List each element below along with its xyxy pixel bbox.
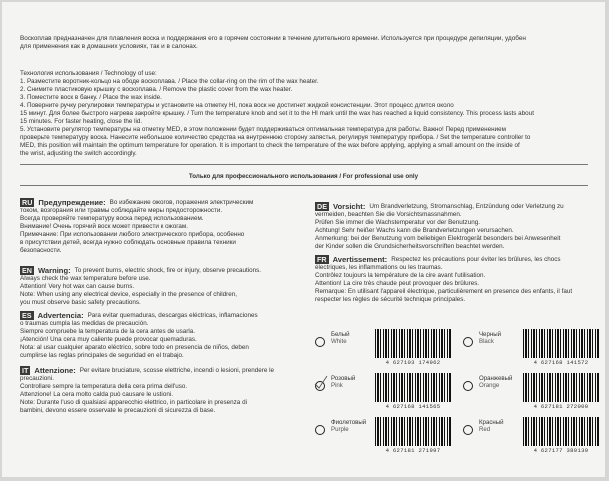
technology-line: 5. Установите регулятор температуры на отметку MED, в этом положении будет поддерживаться оптимальная температура для работы. Важно! Перед применением bbox=[20, 126, 506, 133]
lang-badge-en: EN bbox=[22, 266, 32, 275]
warning-line: Achtung! Sehr heißer Wachs kann die Brandverletzungen verursachen. bbox=[315, 227, 514, 234]
warning-line: в присутствии детей, всегда нужно соблюдать основные правила техники bbox=[20, 239, 236, 246]
intro-line: Воскоплав предназначен для плавления воска и поддержания его в горячем состоянии в течение длительного времени. Используется при процедуре депиляции, удобен bbox=[20, 35, 526, 42]
technology-line: проверьте температуру воска. Нанесите небольшое количество средства на внутреннюю сторону запястья, регулируя температуру прибора. / Set the temperature controller to bbox=[20, 134, 531, 141]
color-variant-orange[interactable] bbox=[463, 373, 603, 413]
warning-line: ¡Atención! Una cera muy caliente puede provocar quemaduras. bbox=[20, 336, 197, 343]
warning-line: Attenzione! La cera molto calda può causare le ustioni. bbox=[20, 391, 173, 398]
warning-line: Attention! Very hot wax can cause burns. bbox=[20, 283, 135, 290]
warning-line: Note: When using any electrical device, especially in the presence of children, bbox=[20, 291, 238, 298]
warning-line: Note: Durante l'uso di qualsiasi apparecchio elettrico, in particolare in presenza di bbox=[20, 399, 247, 406]
intro-line: для применения как в домашних условиях, так и в салонах. bbox=[20, 43, 198, 51]
technology-line: 3. Поместите воск в банку. / Place the wax inside. bbox=[20, 94, 162, 101]
barcode-number: 4 627181 272000 bbox=[533, 403, 589, 410]
warning-line: током, возгорания или травмы соблюдайте меры предосторожности. bbox=[20, 207, 223, 214]
color-checkbox[interactable] bbox=[315, 425, 325, 435]
warning-line: bambini, devono essere osservate le precauzioni di sicurezza di base. bbox=[20, 407, 216, 414]
warning-line: Внимание! Очень горячий воск может привести к ожогам. bbox=[20, 223, 188, 230]
color-name-en: Pink bbox=[331, 382, 343, 389]
barcode-number: 4 627177 380139 bbox=[533, 447, 589, 454]
color-checkbox[interactable] bbox=[315, 337, 325, 347]
warning-line: Attention! La cire très chaude peut provoquer des brûlures. bbox=[315, 280, 480, 287]
warning-first-line: Para evitar quemaduras, descargas eléctricas, inflamaciones bbox=[87, 312, 258, 319]
warning-title: Advertencia: bbox=[37, 311, 84, 320]
warning-line: électriques, les inflammations ou les traumas. bbox=[315, 264, 443, 271]
technology-line: 1. Разместите воротник-кольцо на ободе воскоплава. / Place the collar-ring on the rim of the wax heater. bbox=[20, 78, 319, 85]
warning-ru bbox=[20, 198, 310, 255]
warning-line: respecter les règles de sécurité technique principales. bbox=[315, 296, 466, 303]
color-name-en: White bbox=[331, 338, 347, 345]
warning-fr bbox=[315, 255, 605, 304]
warning-line: Всегда проверяйте температуру воска перед использованием. bbox=[20, 215, 204, 222]
barcode bbox=[523, 329, 599, 358]
color-name-ru: Красный bbox=[479, 419, 504, 426]
color-name-en: Orange bbox=[479, 382, 500, 389]
warning-line: vermeiden, beachten Sie die Vorsichtsmassnahmen. bbox=[315, 211, 462, 218]
professional-use-notice: Только для профессионального использования / For professional use only bbox=[188, 173, 419, 180]
color-name-ru: Белый bbox=[331, 331, 350, 338]
color-variant-white[interactable] bbox=[315, 329, 455, 369]
warning-first-line: Respectez les précautions pour éviter les brûlures, les chocs bbox=[391, 256, 561, 263]
barcode-number: 4 627103 174962 bbox=[385, 359, 441, 366]
divider-bottom bbox=[20, 185, 588, 186]
barcode bbox=[375, 373, 451, 402]
lang-badge-it: IT bbox=[22, 366, 29, 375]
checkmark-icon bbox=[313, 375, 329, 391]
technology-title: Технология использования / Technology of use: bbox=[20, 70, 157, 77]
warning-first-line: Um Brandverletzung, Stromanschlag, Entzündung oder Verletzung zu bbox=[369, 203, 564, 210]
warning-line: precauzioni. bbox=[20, 375, 54, 382]
warning-title: Vorsicht: bbox=[333, 202, 366, 211]
barcode bbox=[375, 417, 451, 446]
lang-badge-de: DE bbox=[317, 202, 327, 211]
warning-title: Attenzione: bbox=[34, 366, 76, 375]
warning-line: you must observe basic safety precautions. bbox=[20, 299, 141, 306]
warning-line: Controllare sempre la temperatura della cera prima dell'uso. bbox=[20, 383, 188, 390]
barcode bbox=[375, 329, 451, 358]
technology-line: 15 минут. Для более быстрого нагрева закройте крышку. / Turn the temperature knob and set it to the HI mark until the wax has reached a liquid consistency. This process lasts about bbox=[20, 110, 534, 117]
color-name-en: Purple bbox=[331, 426, 349, 433]
warning-line: Anmerkung: bei der Benutzung vom beliebigen Elektrogerät besonders bei Anwesenheit bbox=[315, 235, 561, 242]
intro-text bbox=[20, 35, 590, 52]
color-checkbox[interactable] bbox=[463, 337, 473, 347]
barcode-number: 4 627181 271997 bbox=[385, 447, 441, 454]
color-variant-purple[interactable] bbox=[315, 417, 455, 457]
technology-line: 4. Поверните ручку регулировки температуры и установите на отметку HI, пока воск не достигнет жидкой консистенции. Этот процесс длится около bbox=[20, 102, 454, 109]
technology-line: 2. Снимите пластиковую крышку с воскоплава. / Remove the plastic cover from the wax heater. bbox=[20, 86, 293, 93]
warning-first-line: To prevent burns, electric shock, fire or injury, observe precautions. bbox=[74, 267, 262, 274]
warning-line: Remarque: En utilisant l'appareil électrique, particulièrement en presence des enfants, il faut bbox=[315, 288, 573, 295]
warning-line: Prüfen Sie immer die Wachstemperatur vor der Benutzung. bbox=[315, 219, 480, 226]
color-name-ru: Оранжевый bbox=[479, 375, 513, 382]
lang-badge-fr: FR bbox=[317, 255, 327, 264]
warning-line: Contrôlez toujours la température de la cire avant l'utilisation. bbox=[315, 272, 486, 279]
barcode-number: 4 627168 141565 bbox=[385, 403, 441, 410]
color-name-ru: Черный bbox=[479, 331, 501, 338]
color-name-ru: Розовый bbox=[331, 375, 356, 382]
warning-line: Nota: al usar cualquier aparato eléctrico, sobre todo en presencia de niños, deben bbox=[20, 344, 249, 351]
barcode bbox=[523, 373, 599, 402]
warning-line: cumplirse las reglas principales de seguridad en el trabajo. bbox=[20, 352, 184, 359]
lang-badge-ru: RU bbox=[22, 198, 33, 207]
technology-section bbox=[20, 70, 600, 158]
warning-de bbox=[315, 202, 605, 251]
color-name-en: Red bbox=[479, 426, 491, 433]
barcode-number: 4 627168 141572 bbox=[533, 359, 589, 366]
warning-title: Avertissement: bbox=[332, 255, 388, 264]
warning-first-line: Per evitare bruciature, scosse elettriche, incendi o lesioni, prendere le bbox=[79, 367, 274, 374]
warning-line: безопасности. bbox=[20, 247, 62, 254]
color-variant-red[interactable] bbox=[463, 417, 603, 457]
warning-line: Always check the wax temperature before use. bbox=[20, 275, 151, 282]
warning-title: Warning: bbox=[38, 266, 71, 275]
warning-es bbox=[20, 311, 310, 360]
warning-first-line: Во избежание ожогов, поражения электрическим bbox=[109, 199, 254, 206]
warning-line: Примечание: При использовании любого электрического прибора, особенно bbox=[20, 231, 245, 238]
warning-it bbox=[20, 366, 310, 415]
instruction-sheet bbox=[2, 2, 605, 477]
color-name-en: Black bbox=[479, 338, 494, 345]
color-checkbox[interactable] bbox=[463, 381, 473, 391]
color-variant-black[interactable] bbox=[463, 329, 603, 369]
warning-line: der Kinder sollen die Grundsicherheitsvorschriften beachtet werden. bbox=[315, 243, 505, 250]
warning-en bbox=[20, 266, 310, 307]
lang-badge-es: ES bbox=[22, 311, 32, 320]
color-checkbox[interactable] bbox=[463, 425, 473, 435]
color-variant-pink[interactable] bbox=[315, 373, 455, 413]
warning-title: Предупреждение: bbox=[38, 198, 106, 207]
divider-top bbox=[20, 164, 588, 165]
technology-line: MED, this position will maintain the optimum temperature for operation. It is important to check the temperature of the wax before applying, applying a small amount on the inside of bbox=[20, 142, 520, 149]
warning-line: o traumas cumpla las medidas de precaución. bbox=[20, 320, 149, 327]
technology-line: the wrist, adjusting the switch accordingly. bbox=[20, 150, 137, 157]
warning-line: Siempre compruebe la temperatura de la cera antes de usarla. bbox=[20, 328, 196, 335]
barcode bbox=[523, 417, 599, 446]
technology-line: 15 minutes. For faster heating, close the lid. bbox=[20, 118, 143, 125]
color-name-ru: Фиолетовый bbox=[331, 419, 367, 426]
